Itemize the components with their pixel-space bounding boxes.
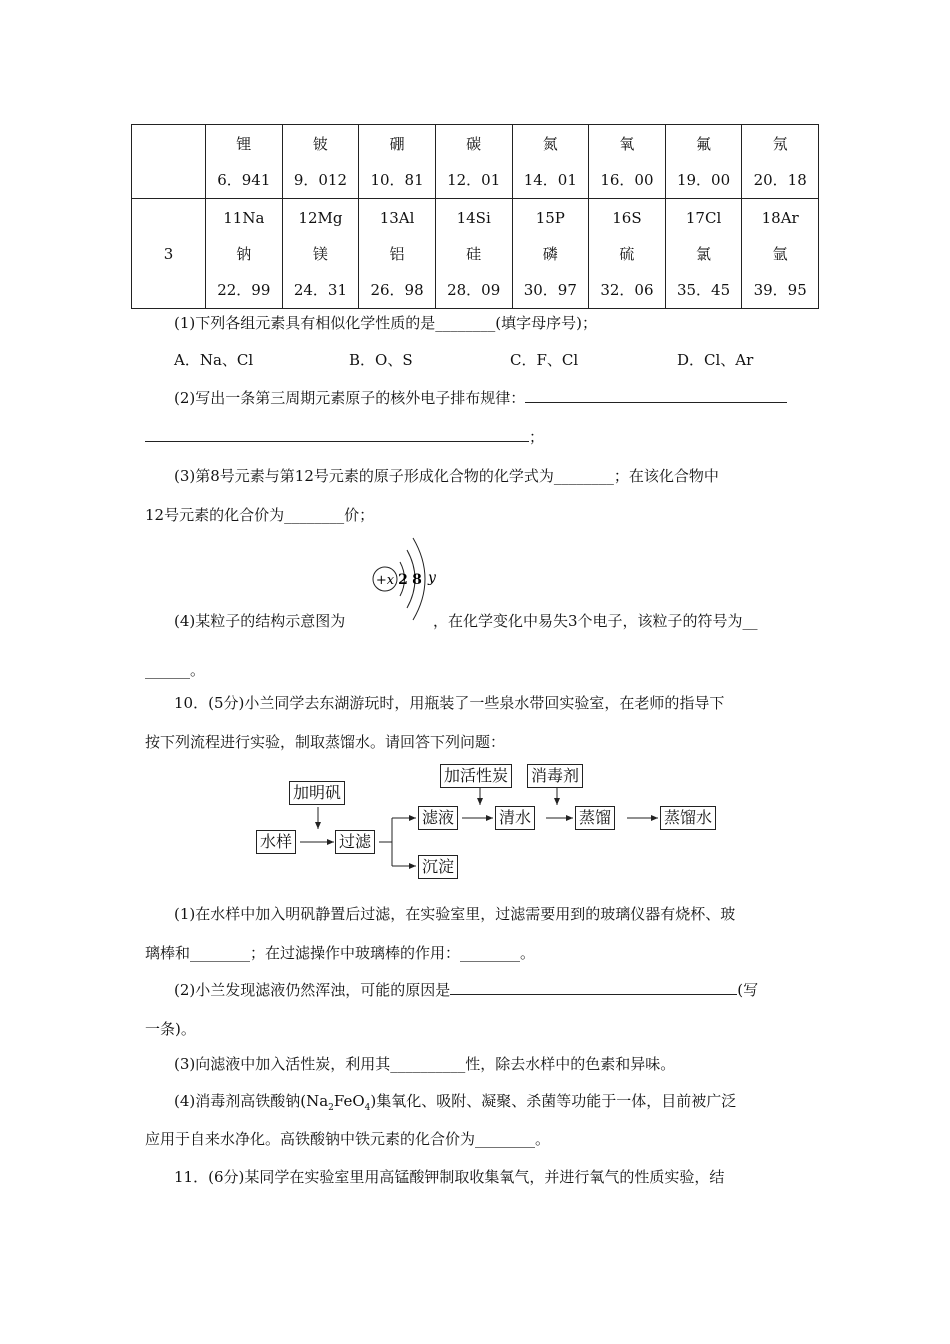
q11-intro: 11．(6分)某同学在实验室里用高锰酸钾制取收集氧气，并进行氧气的性质实验，结: [174, 1168, 725, 1186]
q9-part4-line1a: (4)某粒子的结构示意图为: [174, 612, 346, 630]
q10-intro-line1: 10．(5分)小兰同学去东湖游玩时，用瓶装了一些泉水带回实验室，在老师的指导下: [174, 694, 725, 712]
element-mass: 24．31: [293, 280, 348, 299]
element-mass: 19．00: [676, 170, 731, 189]
q10-part4-text: (4)消毒剂高铁酸钠(Na: [174, 1092, 329, 1110]
element-symbol: 17Cl: [685, 208, 722, 227]
q9-part4-line2: ______。: [145, 661, 206, 679]
flow-box-activated-carbon: 加活性炭: [440, 764, 512, 788]
element-name: 氟: [696, 134, 712, 153]
element-mass: 22．99: [217, 280, 271, 299]
q10-part3: (3)向滤液中加入活性炭，利用其__________性，除去水样中的色素和异味。: [174, 1055, 676, 1073]
flow-box-filter: 过滤: [335, 830, 375, 854]
shell-electron-count: 8: [412, 572, 422, 588]
element-mass: 28．09: [447, 280, 501, 299]
flow-box-filtrate: 滤液: [418, 806, 458, 830]
q10-part4-text: )集氧化、吸附、凝聚、杀菌等功能于一体，目前被广泛: [370, 1092, 737, 1110]
q10-part4-text: FeO: [333, 1092, 365, 1110]
flow-box-distill: 蒸馏: [575, 806, 615, 830]
flow-box-distilled-water: 蒸馏水: [660, 806, 716, 830]
answer-blank: [450, 980, 737, 995]
element-mass: 10．81: [370, 170, 424, 189]
subscript: 2: [328, 1103, 334, 1113]
subscript: 4: [364, 1103, 371, 1113]
element-mass: 9．012: [293, 170, 348, 189]
element-name: 铍: [312, 134, 328, 153]
q9-option-a: A．Na、Cl: [174, 351, 254, 369]
element-symbol: 11Na: [223, 208, 265, 227]
q10-part2-text: (2)小兰发现滤液仍然浑浊，可能的原因是: [174, 981, 451, 999]
q9-option-b: B．O、S: [349, 351, 413, 369]
element-mass: 30．97: [523, 280, 577, 299]
element-symbol: 14Si: [456, 208, 491, 227]
q9-part3-line2: 12号元素的化合价为________价；: [145, 506, 375, 524]
element-mass: 20．18: [753, 170, 807, 189]
element-mass: 35．45: [676, 280, 731, 299]
element-name: 镁: [312, 244, 328, 263]
q9-part4-line1b: ，在化学变化中易失3个电子，该粒子的符号为__: [433, 612, 758, 630]
element-mass: 14．01: [523, 170, 577, 189]
element-name: 氩: [772, 244, 788, 263]
flow-box-alum: 加明矾: [289, 781, 345, 805]
flow-box-clear-water: 清水: [495, 806, 535, 830]
shell-electron-count: 2: [398, 572, 408, 588]
shell-electron-count: y: [428, 570, 436, 586]
q10-part4-line1: [174, 1090, 736, 1113]
element-mass: 6．941: [217, 170, 271, 189]
q9-option-c: C．F、Cl: [510, 351, 579, 369]
element-mass: 26．98: [370, 280, 424, 299]
element-symbol: 16S: [612, 208, 642, 227]
nucleus-charge: +x: [375, 573, 395, 588]
q10-part2-end: (写: [737, 981, 759, 999]
q10-intro-line2: 按下列流程进行实验，制取蒸馏水。请回答下列问题：: [145, 733, 506, 751]
q10-part1-line1: (1)在水样中加入明矾静置后过滤，在实验室里，过滤需要用到的玻璃仪器有烧杯、玻: [174, 905, 736, 923]
element-name: 硫: [619, 244, 635, 263]
element-symbol: 13Al: [379, 208, 415, 227]
flow-box-disinfectant: 消毒剂: [527, 764, 583, 788]
element-mass: 39．95: [753, 280, 807, 299]
element-name: 氧: [619, 134, 635, 153]
flow-box-water-sample: 水样: [256, 830, 296, 854]
q9-part1: (1)下列各组元素具有相似化学性质的是________(填字母序号)；: [174, 314, 597, 332]
element-name: 锂: [236, 134, 252, 153]
element-mass: 16．00: [600, 170, 654, 189]
q10-part4-line2: 应用于自来水净化。高铁酸钠中铁元素的化合价为________。: [145, 1130, 551, 1148]
q10-part2-line1: [174, 979, 758, 1000]
q10-part1-line2: 璃棒和________；在过滤操作中玻璃棒的作用：________。: [145, 944, 536, 962]
q9-part2-text: (2)写出一条第三周期元素原子的核外电子排布规律：: [174, 389, 526, 407]
element-mass: 32．06: [600, 280, 654, 299]
q9-part2-end: ；: [529, 428, 545, 446]
element-name: 硅: [466, 244, 482, 263]
element-symbol: 18Ar: [761, 208, 799, 227]
flow-box-precipitate: 沉淀: [418, 855, 458, 879]
element-symbol: 12Mg: [298, 208, 343, 227]
period-cell: 3: [132, 199, 206, 309]
q9-part3-line1: (3)第8号元素与第12号元素的原子形成化合物的化学式为________；在该化合物中: [174, 467, 719, 485]
element-name: 磷: [542, 244, 558, 263]
q9-option-d: D．Cl、Ar: [677, 351, 754, 369]
element-name: 硼: [389, 134, 405, 153]
element-name: 钠: [236, 244, 252, 263]
element-name: 氖: [772, 134, 788, 153]
element-name: 碳: [466, 134, 482, 153]
element-symbol: 15P: [535, 208, 565, 227]
element-name: 铝: [389, 244, 405, 263]
element-name: 氯: [696, 244, 712, 263]
element-mass: 12．01: [447, 170, 501, 189]
element-name: 氮: [542, 134, 558, 153]
q10-part2-line2: 一条)。: [145, 1020, 196, 1038]
